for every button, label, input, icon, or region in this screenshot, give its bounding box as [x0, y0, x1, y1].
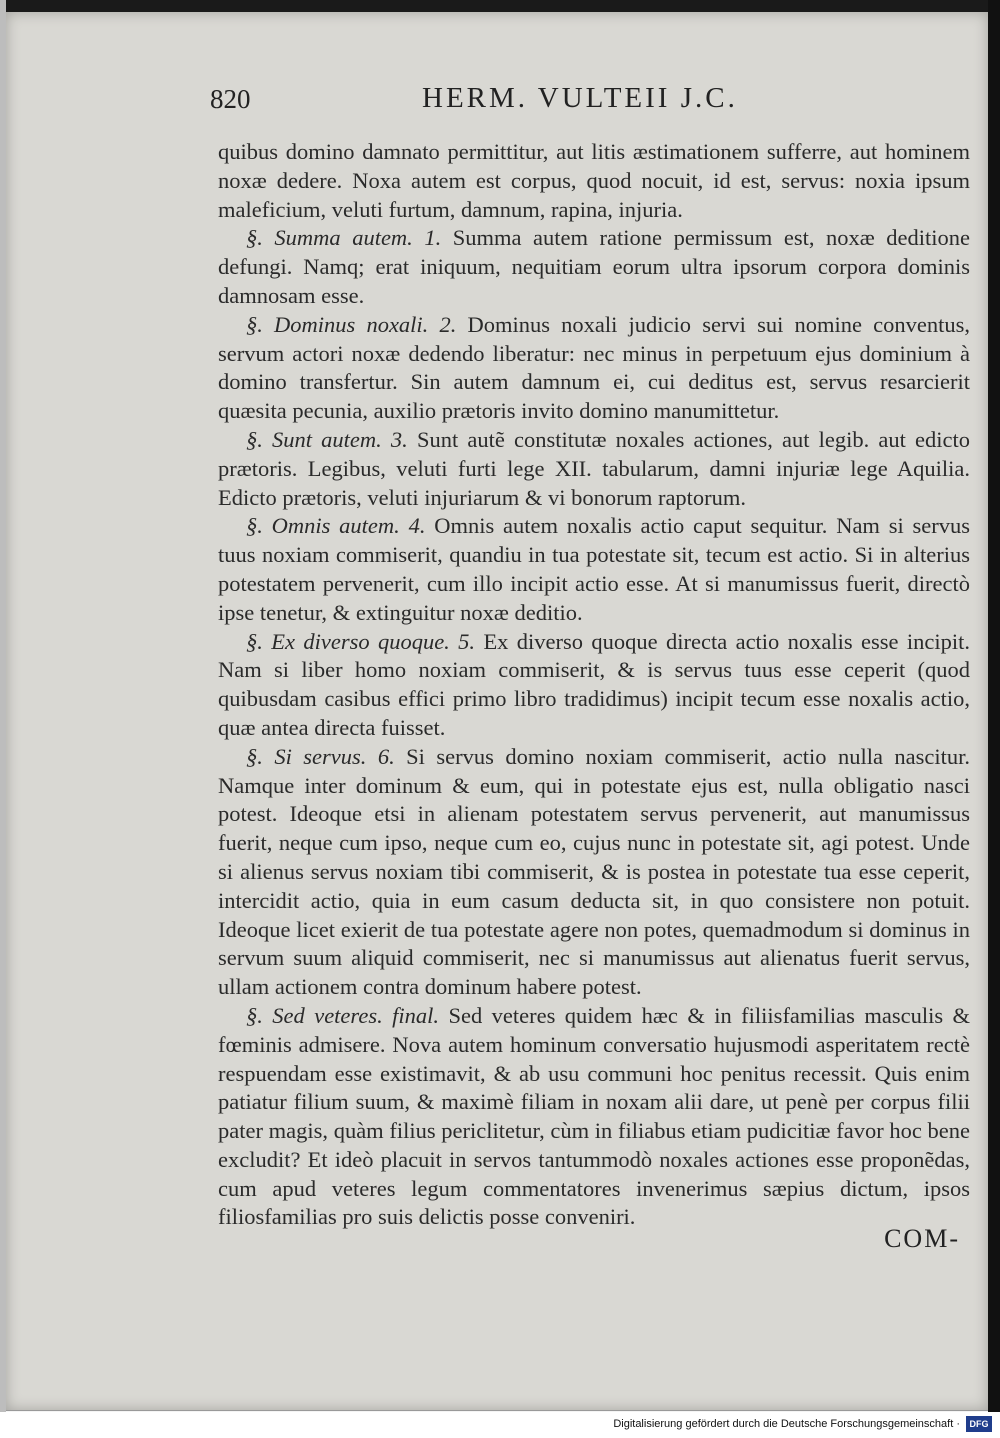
paragraph [218, 224, 970, 310]
catchword: COM- [884, 1224, 960, 1253]
paragraph-text: Summa autem ratione permissum est, noxæ deditione defungi. Namq; erat iniquum, nequitiam eorum ultra ipsorum corpora dominis damnosam esse. [218, 225, 971, 308]
paragraph-text: Si servus domino noxiam commiserit, actio nulla nascitur. Namque inter dominum & eum, qui in potestate ejus est, nulla obligatio nasci potest. Ideoque etsi in alienam potestatem servus pervenerit, aut manumissus fuerit, neque cum ipso, neque cum eo, cujus nunc in potestate sit, agi potest. Unde si alienus servus noxiam tibi commiserit, & is postea in potestate tua esse ceperit, intercidit actio, quia in eum casum deducta sit, in quo consistere non potuit. Ideoque licet exierit de tua potestate agere non potes, quemadmodum si dominus in servum suum aliquid commiserit, nec si manumissus aut alienatus fuerit servus, ullam actionem contra dominum habere potest. [218, 743, 970, 1000]
paragraph [218, 628, 970, 743]
section-reference: §. Omnis autem. 4. [246, 513, 426, 539]
footer-bar [0, 1412, 1000, 1438]
paragraph-text: quibus domino damnato permittitur, aut litis æstimationem sufferre, aut hominem noxæ dedere. Noxa autem est corpus, quod nocuit, id est, servus: noxia ipsum maleficium, veluti furtum, damnum, rapina, injuria. [218, 139, 970, 222]
section-reference: §. Sed veteres. final. [246, 1002, 440, 1028]
scan-top-border [0, 0, 1000, 12]
paragraph [218, 1002, 970, 1232]
paragraph-text: Sunt autẽ constitutæ noxales actiones, aut legib. aut edicto prætoris. Legibus, veluti furti lege XII. tabularum, damni injuriæ lege Aquilia. Edicto prætoris, veluti injuriarum & vi bonorum raptorum. [218, 426, 970, 510]
paragraph-text: Ex diverso quoque directa actio noxalis esse incipit. Nam si liber homo noxiam commiserit, & is servus tuus esse ceperit (quod quibusdam casibus effici primo libro tradidimus) incipit tecum esse noxalis actio, quæ antea directa fuisset. [218, 628, 971, 740]
section-reference: §. Summa autem. 1. [246, 225, 442, 251]
paragraph-text: Sed veteres quidem hæc & in filiisfamilias masculis & fœminis admisere. Nova autem hominum conversatio hujusmodi asperitatem rectè respuendam esse existimavit, & ab usu communi hoc penitus recessit. Quis enim patiatur filium suum, & maximè filiam in noxam alii dare, ut penè per corpus filii pater magis, quàm filius periclitetur, cùm in filiabus etiam pudicitiæ favor hoc bene excludit? Et ideò placuit in servos tantummodò noxales actiones esse proponẽdas, cum apud veteres legum commentatores invenerimus sæpius dictum, ipsos filiosfamilias pro suis delictis posse conveniri. [218, 1002, 971, 1230]
paragraph [218, 311, 970, 426]
paragraph [218, 138, 970, 224]
paragraph-text: Omnis autem noxalis actio caput sequitur. Nam si servus tuus noxiam commiserit, quandiu in tua potestate sit, tecum est actio. Si in alterius potestatem pervenerit, cum illo incipit actio esse. At si manumissus fuerit, directò ipse tenetur, & extinguitur noxæ deditio. [218, 513, 970, 625]
running-head: HERM. VULTEII J.C. [422, 82, 738, 114]
section-reference: §. Si servus. 6. [246, 743, 395, 769]
section-reference: §. Sunt autem. 3. [246, 426, 408, 452]
scan-right-border [988, 0, 1000, 1412]
paragraph-text: Dominus noxali judicio servi sui nomine conventus, servum actori noxæ dedendo liberatur: nec minus in perpetuum ejus dominium à domino transfertur. Sin autem damnum ei, cui deditus est, servus resarcierit quæsita pecunia, auxilio prætoris invito domino manumittetur. [218, 311, 971, 424]
page-number: 820 [210, 84, 251, 114]
page-header [210, 78, 970, 118]
paragraph [218, 743, 970, 1002]
funding-credit: Digitalisierung gefördert durch die Deutsche Forschungsgemeinschaft · [613, 1418, 960, 1430]
paragraph [218, 426, 970, 512]
section-reference: §. Ex diverso quoque. 5. [246, 628, 476, 654]
body-text [218, 138, 970, 1232]
paragraph [218, 512, 970, 627]
section-reference: §. Dominus noxali. 2. [246, 311, 457, 337]
dfg-logo-icon: DFG [966, 1416, 992, 1432]
